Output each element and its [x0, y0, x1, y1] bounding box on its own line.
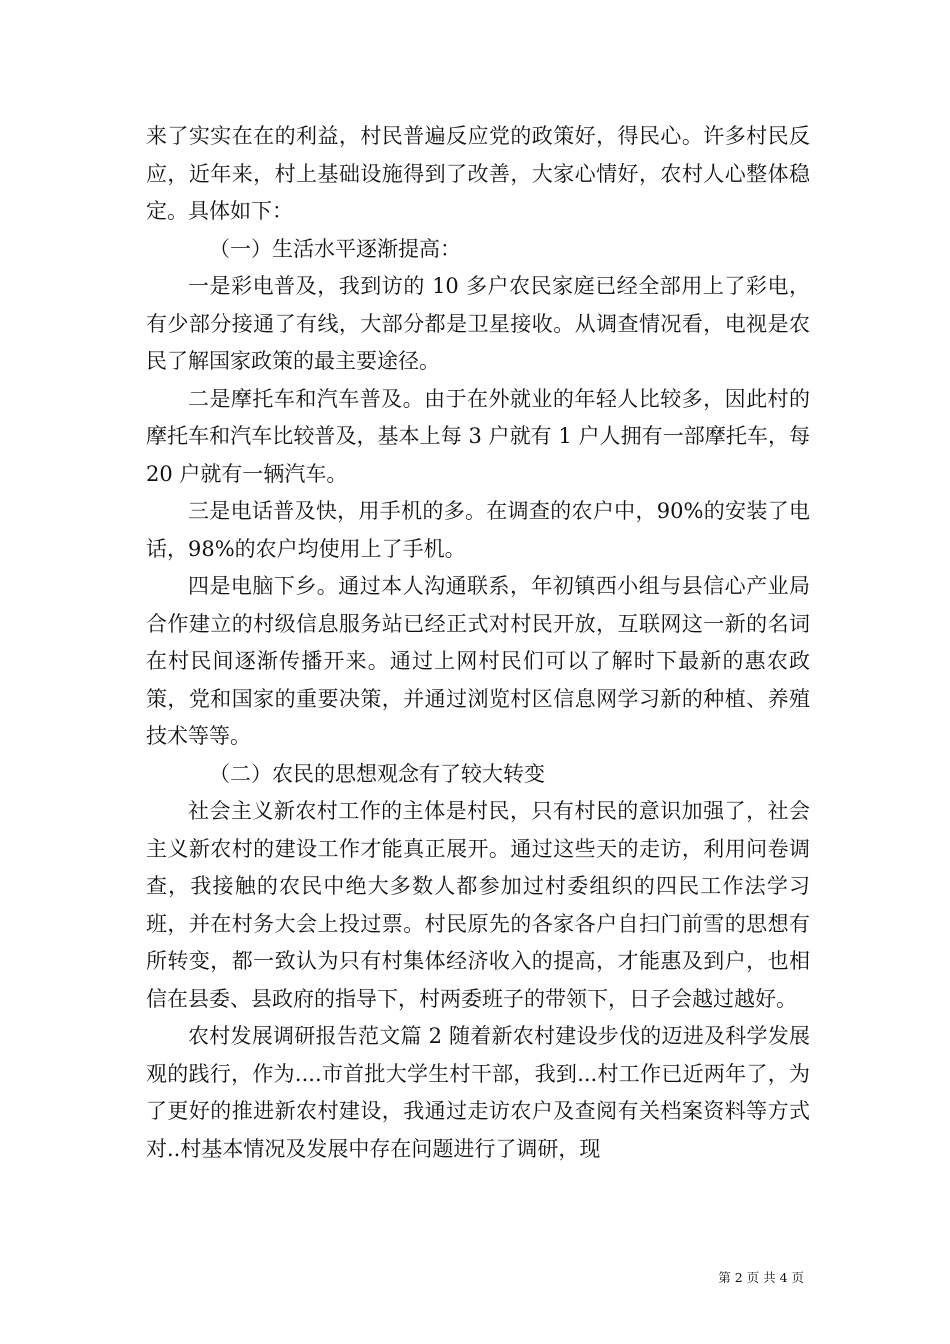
paragraph-villager-awareness: 社会主义新农村工作的主体是村民，只有村民的意识加强了，社会主义新农村的建设工作才能真正展开。通过这些天的走访，利用问卷调查，我接触的农民中绝大多数人都参加过村委组织的四民工作法学习班，并在村务大会上投过票。村民原先的各家各户自扫门前雪的思想有所转变，都一致认为只有村集体经济收入的提高，才能惠及到户，也相信在县委、县政府的指导下，村两委班子的带领下，日子会越过越好。 [146, 799, 810, 1011]
section-heading-living-standard: （一）生活水平逐渐提高： [209, 236, 461, 261]
paragraph-color-tv: 一是彩电普及，我到访的 10 多户农民家庭已经全部用上了彩电，有少部分接通了有线，大部分都是卫星接收。从调查情况看，电视是农民了解国家政策的最主要途径。 [146, 274, 810, 373]
paragraph-intro-continuation: 来了实实在在的利益，村民普遍反应党的政策好，得民心。许多村民反应，近年来，村上基础设施得到了改善，大家心情好，农村人心整体稳定。具体如下： [146, 124, 810, 223]
section-heading-mindset: （二）农民的思想观念有了较大转变 [209, 761, 545, 786]
paragraph-motorcycle-car: 二是摩托车和汽车普及。由于在外就业的年轻人比较多，因此村的摩托车和汽车比较普及，基本上每 3 户就有 1 户人拥有一部摩托车，每 20 户就有一辆汽车。 [146, 386, 810, 486]
paragraph-computer: 四是电脑下乡。通过本人沟通联系，年初镇西小组与县信心产业局合作建立的村级信息服务站已经正式对村民开放，互联网这一新的名词在村民间逐渐传播开来。通过上网村民们可以了解时下最新的惠农政策，党和国家的重要决策，并通过浏览村区信息网学习新的种植、养殖技术等等。 [146, 574, 810, 748]
page-number-footer: 第 2 页 共 4 页 [718, 1270, 804, 1285]
paragraph-report-sample-2: 农村发展调研报告范文篇 2 随着新农村建设步伐的迈进及科学发展观的践行，作为....市首批大学生村干部，我到...村工作已近两年了，为了更好的推进新农村建设，我通过走访农户及查阅有关档案资料等方式对..村基本情况及发展中存在问题进行了调研，现 [146, 1024, 810, 1161]
document-body [146, 118, 810, 1168]
paragraph-telephone: 三是电话普及快，用手机的多。在调查的农户中，90%的安装了电话，98%的农户均使用上了手机。 [146, 499, 810, 561]
